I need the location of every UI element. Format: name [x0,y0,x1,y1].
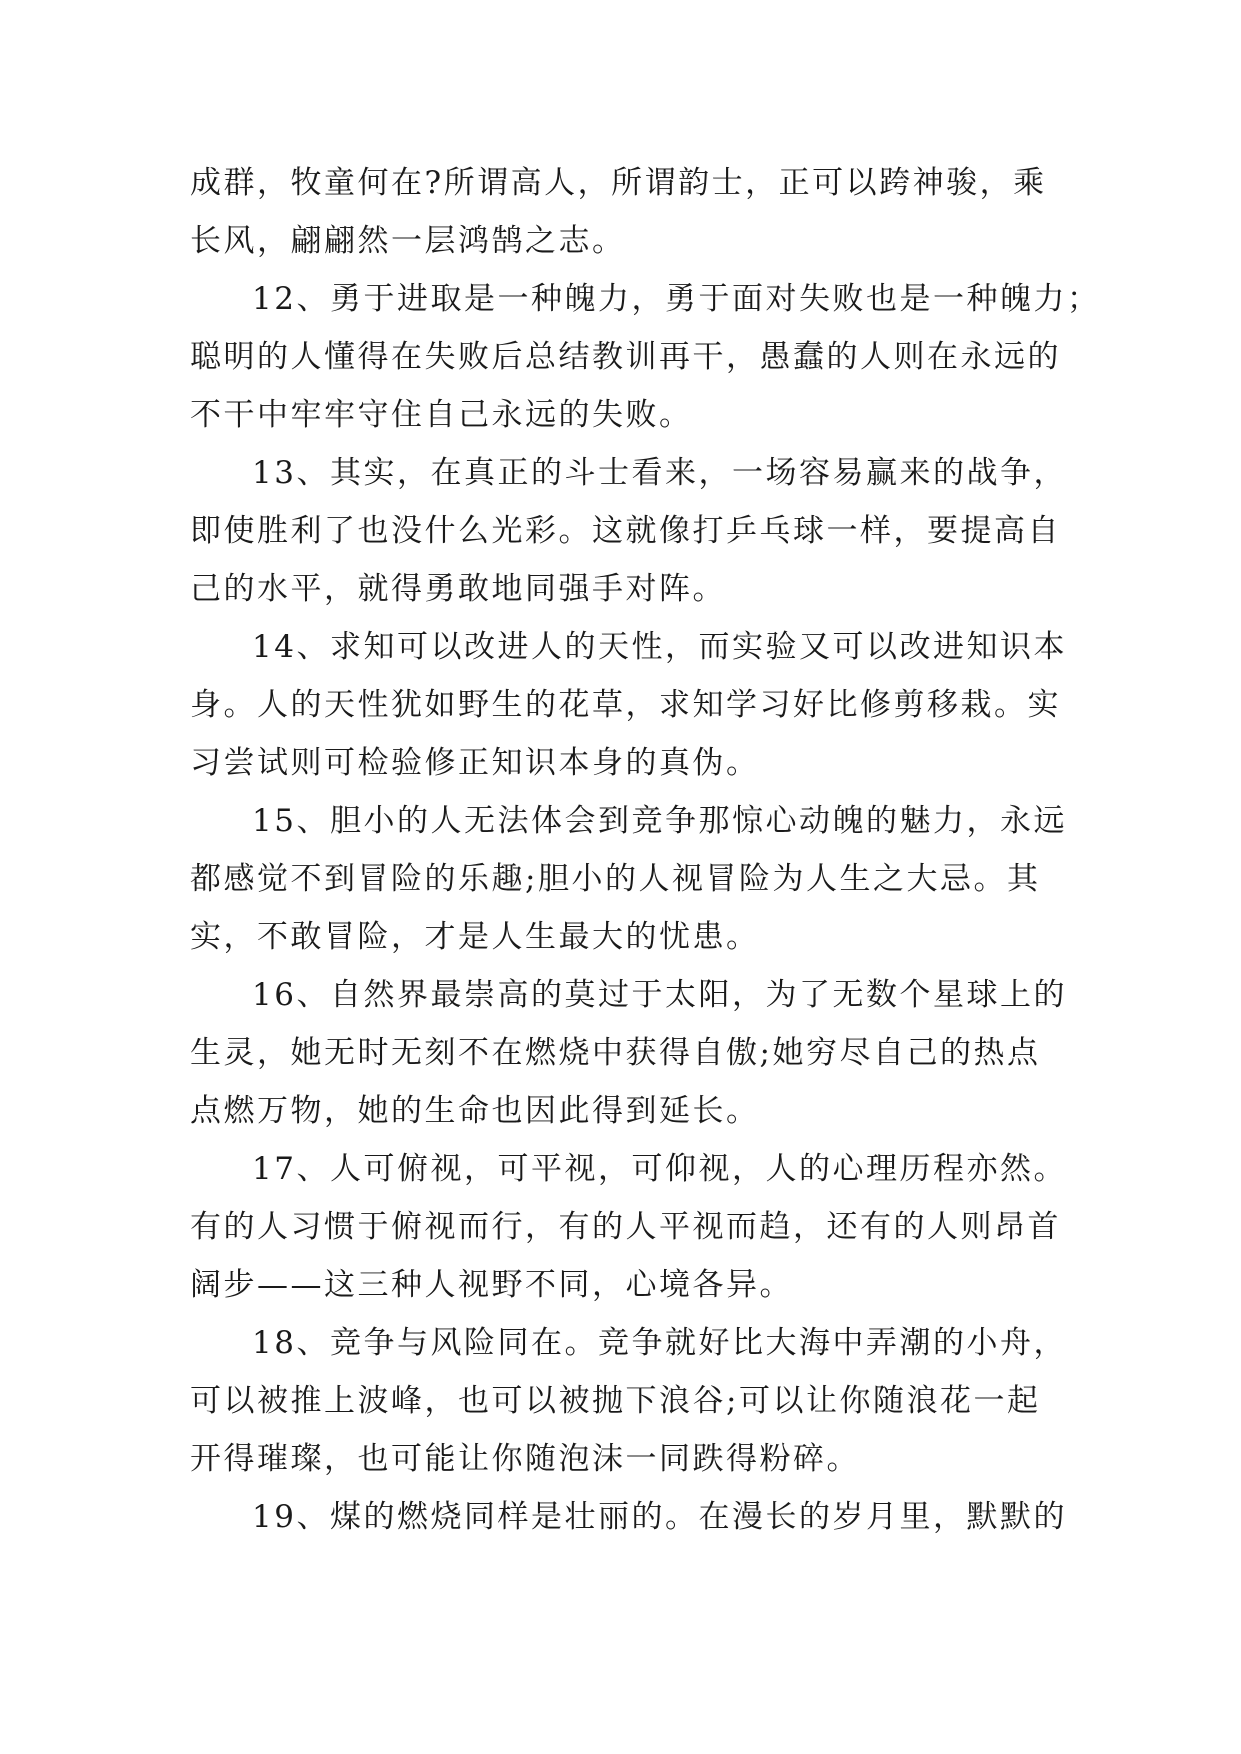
paragraph-13 [190,444,1067,618]
text-line: 阔步——这三种人视野不同，心境各异。 [190,1267,793,1303]
text-line: 习尝试则可检验修正知识本身的真伪。 [190,745,760,781]
paragraph-18 [190,1314,1067,1488]
text-line: 15、胆小的人无法体会到竞争那惊心动魄的魅力，永远 [252,803,1067,839]
text-line: 有的人习惯于俯视而行，有的人平视而趋，还有的人则昂首 [190,1209,1061,1245]
text-line: 成群，牧童何在?所谓高人，所谓韵士，正可以跨神骏，乘 [190,165,1047,201]
text-line: 身。人的天性犹如野生的花草，求知学习好比修剪移栽。实 [190,687,1061,723]
paragraph-12 [190,270,1101,444]
text-line: 12、勇于进取是一种魄力，勇于面对失败也是一种魄力； [252,281,1101,317]
text-line: 可以被推上波峰，也可以被抛下浪谷;可以让你随浪花一起 [190,1383,1041,1419]
text-line: 己的水平，就得勇敢地同强手对阵。 [190,571,726,607]
paragraph-15 [190,792,1067,966]
text-line: 长风，翩翩然一层鸿鹄之志。 [190,223,626,259]
text-line: 17、人可俯视，可平视，可仰视，人的心理历程亦然。 [252,1151,1067,1187]
text-line: 开得璀璨，也可能让你随泡沫一同跌得粉碎。 [190,1441,860,1477]
text-line: 13、其实，在真正的斗士看来，一场容易赢来的战争， [252,455,1067,491]
text-line: 16、自然界最崇高的莫过于太阳，为了无数个星球上的 [252,977,1067,1013]
text-line: 即使胜利了也没什么光彩。这就像打乒乓球一样，要提高自 [190,513,1061,549]
paragraph-16 [190,966,1067,1140]
text-line: 不干中牢牢守住自己永远的失败。 [190,397,693,433]
document-body [190,154,1101,1546]
text-line: 14、求知可以改进人的天性，而实验又可以改进知识本 [252,629,1067,665]
text-line: 生灵，她无时无刻不在燃烧中获得自傲;她穷尽自己的热点 [190,1035,1041,1071]
paragraph-17 [190,1140,1067,1314]
text-line: 18、竞争与风险同在。竞争就好比大海中弄潮的小舟， [252,1325,1067,1361]
text-line: 19、煤的燃烧同样是壮丽的。在漫长的岁月里，默默的 [252,1499,1067,1535]
paragraph-19 [190,1488,1067,1546]
text-line: 都感觉不到冒险的乐趣;胆小的人视冒险为人生之大忌。其 [190,861,1041,897]
text-line: 点燃万物，她的生命也因此得到延长。 [190,1093,760,1129]
text-line: 实，不敢冒险，才是人生最大的忧患。 [190,919,760,955]
paragraph-14 [190,618,1067,792]
paragraph-11-continuation [190,154,1060,270]
text-line: 聪明的人懂得在失败后总结教训再干，愚蠢的人则在永远的 [190,339,1061,375]
